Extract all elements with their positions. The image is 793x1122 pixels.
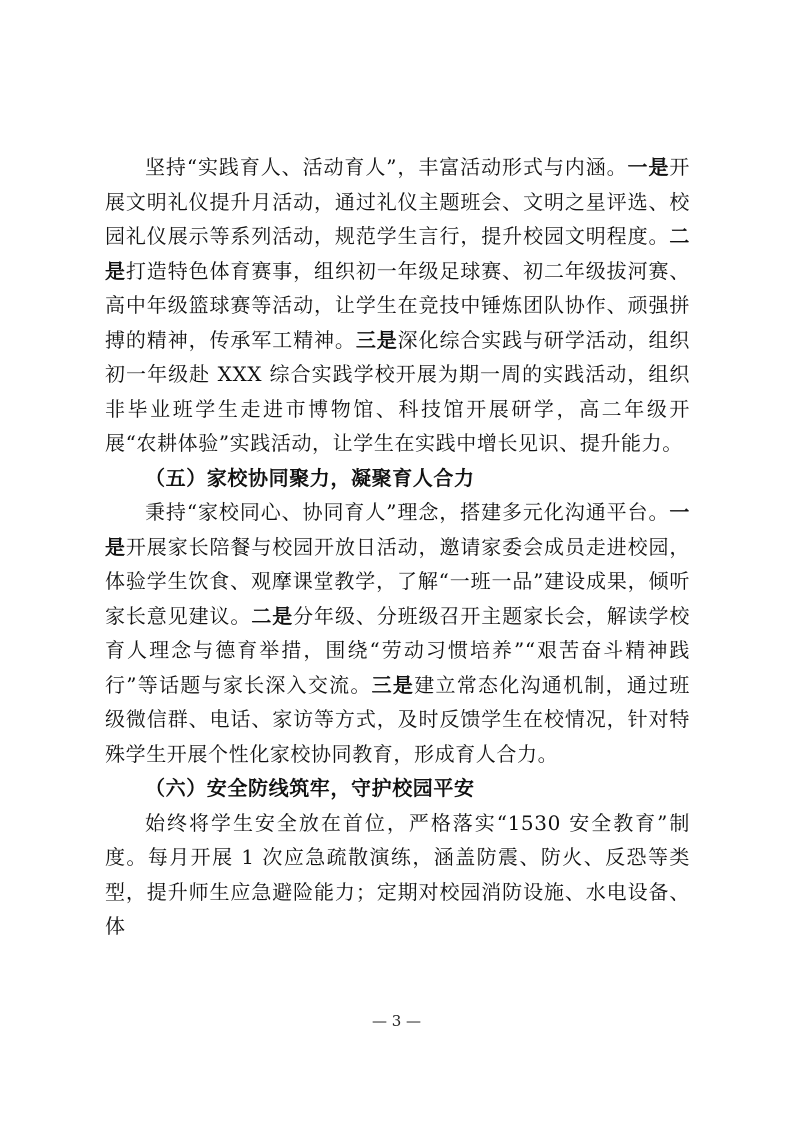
text-segment: 深化综合实践与研学活动，组织初一年级赴 XXX 综合实践学校开展为期一周的实践活动，组织非毕业班学生走进市博物馆、科技馆开展研学，高二年级开展“农耕体验”实践活动，让学生在实践中增长见识、提升能力。	[105, 327, 690, 455]
bold-marker: 二是	[251, 603, 294, 628]
section-heading-6: （六）安全防线筑牢，守护校园平安	[145, 776, 475, 800]
paragraph-practice-activities	[105, 150, 690, 461]
paragraph-safety	[105, 806, 690, 944]
bold-marker: 二是	[105, 224, 690, 283]
section-heading-5: （五）家校协同聚力，凝聚育人合力	[145, 465, 475, 490]
text-segment: 分年级、分班级召开主题家长会，解读学校育人理念与德育举措，围绕“劳动习惯培养”“艰苦奋斗精神践行”等话题与家长深入交流。	[105, 603, 690, 697]
page-number: — 3 —	[371, 1012, 422, 1030]
bold-marker: 三是	[355, 327, 398, 352]
text-segment: 开展家长陪餐与校园开放日活动，邀请家委会成员走进校园，体验学生饮食、观摩课堂教学，了解“一班一品”建设成果，倾听家长意见建议。	[105, 534, 690, 628]
text-segment: 坚持“实践育人、活动育人”，丰富活动形式与内涵。	[145, 155, 628, 179]
text-segment: 打造特色体育赛事，组织初一年级足球赛、初二年级拔河赛、高中年级篮球赛等活动，让学生在竞技中锤炼团队协作、顽强拼搏的精神，传承军工精神。	[105, 258, 690, 352]
paragraph-home-school	[105, 495, 690, 771]
bold-marker: 三是	[371, 672, 415, 697]
bold-marker: 一是	[627, 155, 670, 179]
text-segment: 建立常态化沟通机制，通过班级微信群、电话、家访等方式，及时反馈学生在校情况，针对特殊学生开展个性化家校协同教育，形成育人合力。	[105, 672, 690, 766]
text-segment: 始终将学生安全放在首位，严格落实“1530 安全教育”制度。每月开展 1 次应急疏散演练，涵盖防震、防火、反恐等类型，提升师生应急避险能力；定期对校园消防设施、水电设备、体	[105, 810, 690, 938]
page-body	[105, 150, 690, 944]
text-segment: 开展文明礼仪提升月活动，通过礼仪主题班会、文明之星评选、校园礼仪展示等系列活动，规范学生言行，提升校园文明程度。	[105, 155, 690, 248]
bold-marker: 一是	[105, 500, 690, 559]
text-segment: 秉持“家校同心、协同育人”理念，搭建多元化沟通平台。	[145, 500, 670, 524]
